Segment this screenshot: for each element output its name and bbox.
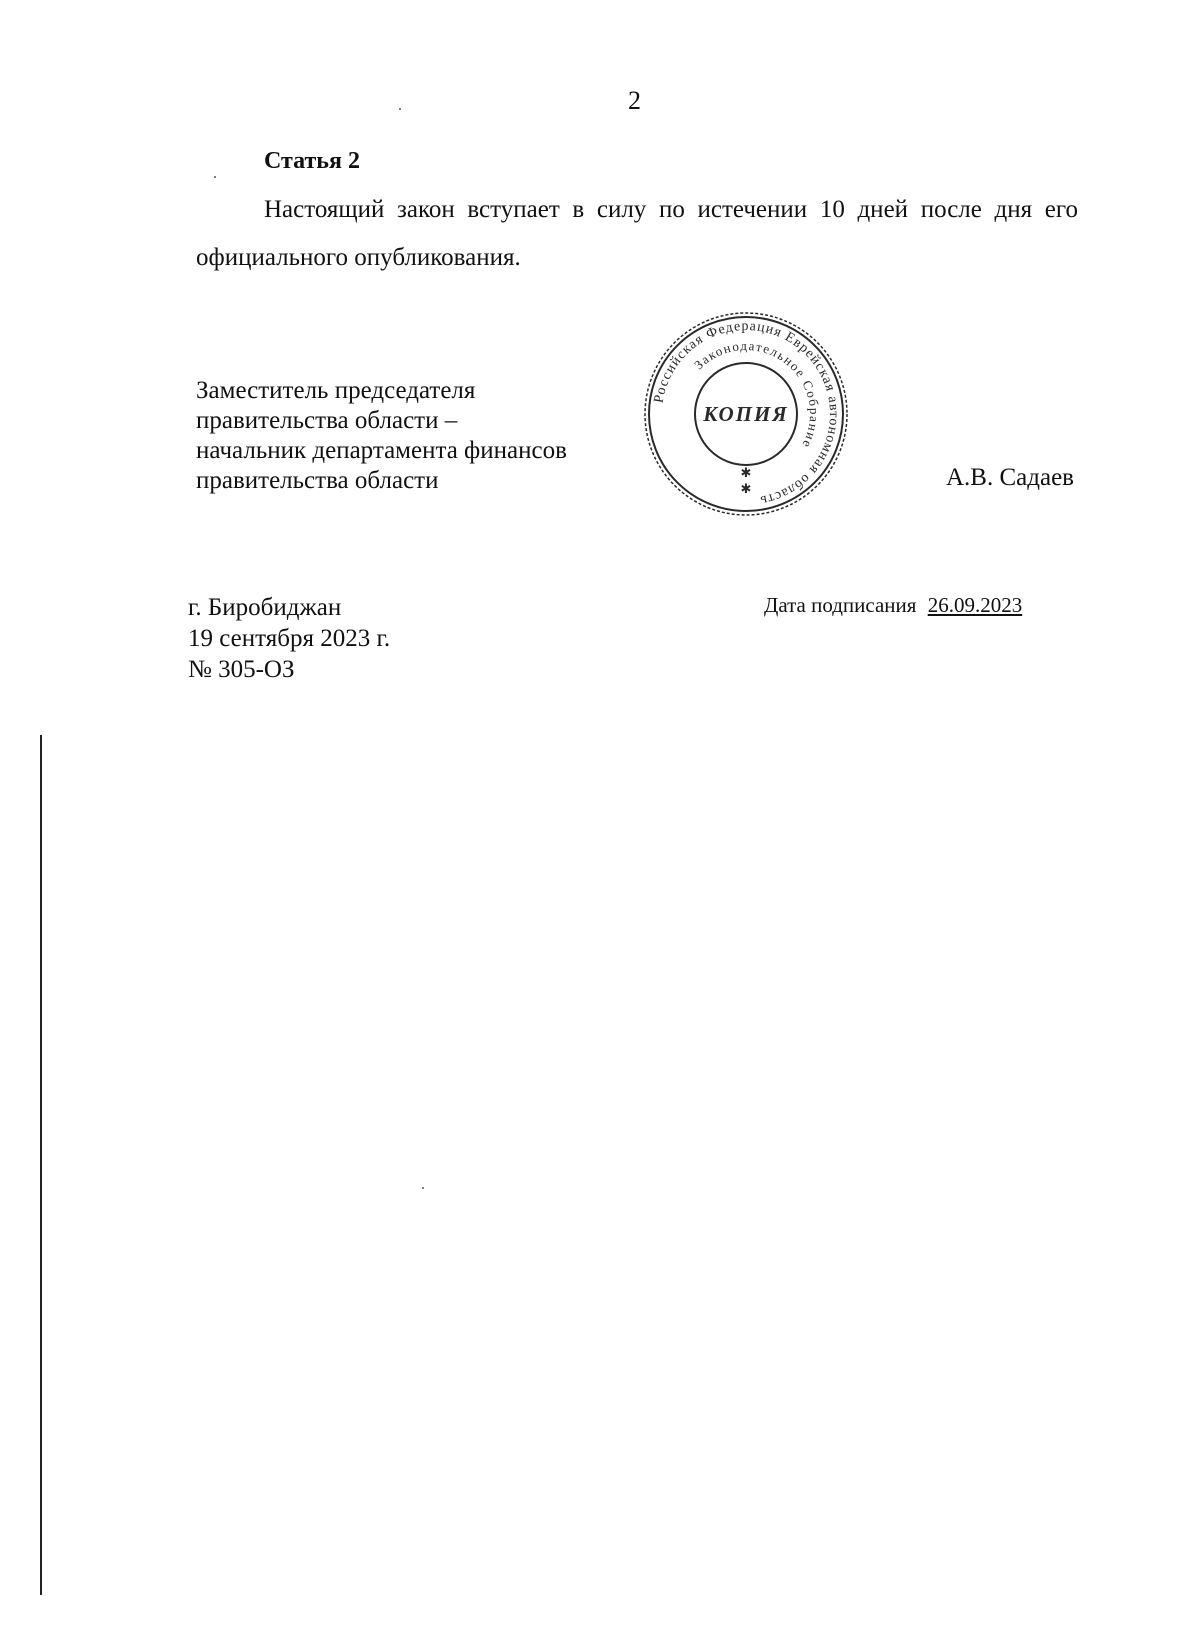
signing-date — [764, 593, 1022, 618]
signing-date-value: 26.09.2023 — [927, 593, 1023, 617]
signatory-name: А.В. Садаев — [946, 464, 1074, 491]
signatory-title-line: правительства области — [196, 467, 439, 494]
article-heading: Статья 2 — [264, 148, 360, 174]
scan-edge-line — [40, 735, 42, 1595]
article-text: Настоящий закон вступает в силу по истечении 10 дней после дня его официального опубликования. — [196, 196, 1078, 271]
signing-date-label: Дата подписания — [764, 593, 917, 617]
signatory-title-line: Заместитель председателя — [196, 377, 476, 404]
seal-center-text: КОПИЯ — [703, 402, 789, 426]
signatory-title-line: начальник департамента финансов — [196, 437, 567, 464]
official-seal-stamp — [641, 309, 851, 519]
adoption-date: 19 сентября 2023 г. — [188, 625, 391, 652]
seal-ring-text: Российская Федерация Еврейская автономная область — [651, 318, 842, 508]
page-number: 2 — [628, 86, 641, 115]
scan-speck — [214, 176, 216, 178]
seal-star-icon: ✱ — [740, 481, 752, 496]
scan-speck — [422, 1187, 424, 1189]
place-city: г. Биробиджан — [188, 594, 342, 621]
signatory-title — [196, 376, 626, 496]
place-date-number-block — [188, 592, 390, 685]
seal-star-icon: ✱ — [740, 465, 752, 480]
seal-inner-text: Законодательное Собрание — [691, 337, 823, 452]
signatory-title-line: правительства области – — [196, 407, 458, 434]
scan-speck — [399, 108, 401, 110]
law-number: № 305-ОЗ — [188, 656, 295, 683]
